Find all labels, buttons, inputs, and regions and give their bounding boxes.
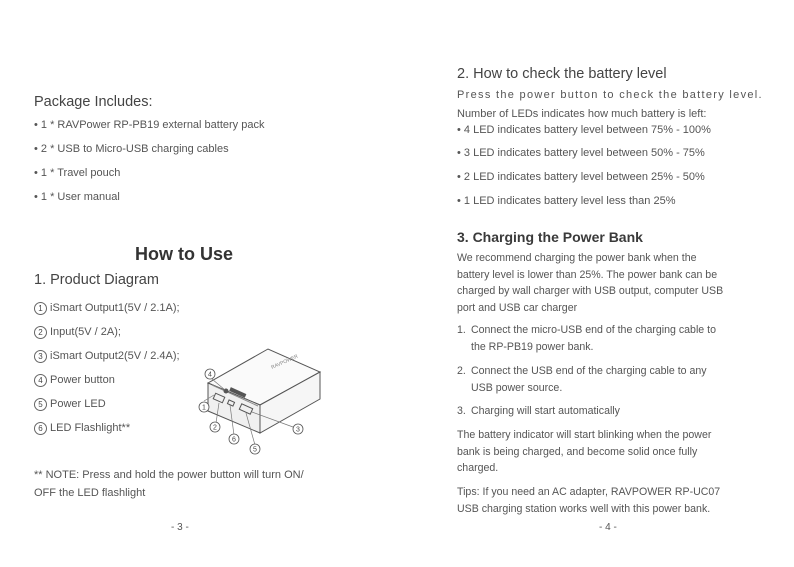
callout-number: 1: [202, 404, 206, 412]
charging-title: 3. Charging the Power Bank: [457, 229, 643, 245]
callout-number: 3: [296, 426, 300, 434]
diagram-item: 6 LED Flashlight**: [34, 422, 130, 435]
page-number: - 4 -: [599, 522, 617, 533]
note-line-1: ** NOTE: Press and hold the power button will turn ON/: [34, 469, 304, 481]
circled-number: 5: [34, 398, 47, 411]
circled-number: 2: [34, 326, 47, 339]
diagram-item: 1 iSmart Output1(5V / 2.1A);: [34, 302, 180, 315]
package-item: • 1 * RAVPower RP-PB19 external battery pack: [34, 119, 265, 131]
device-brand-label: RAVPOWER: [270, 353, 300, 371]
package-item: • 1 * User manual: [34, 191, 120, 203]
callout-number: 4: [208, 371, 212, 379]
charging-step: 1. Connect the micro-USB end of the charging cable to the RP-PB19 power bank.: [457, 324, 716, 353]
battery-item: • 3 LED indicates battery level between 50% - 75%: [457, 147, 705, 159]
charging-intro: We recommend charging the power bank when the battery level is lower than 25%. The power bank can be charged by wall charger with USB output, computer USB port and USB car charger: [457, 252, 724, 314]
charging-tips: Tips: If you need an AC adapter, RAVPOWER RP-UC07 USB charging station works well with this power bank.: [457, 486, 721, 515]
right-page: [397, 0, 794, 567]
battery-item: • 2 LED indicates battery level between 25% - 50%: [457, 171, 705, 183]
circled-number: 1: [34, 302, 47, 315]
circled-number: 3: [34, 350, 47, 363]
charging-step: 2. Connect the USB end of the charging cable to any USB power source.: [457, 365, 707, 394]
diagram-item: 3 iSmart Output2(5V / 2.4A);: [34, 350, 180, 363]
page-number: - 3 -: [171, 522, 189, 533]
package-item: • 2 * USB to Micro-USB charging cables: [34, 143, 229, 155]
callout-number: 2: [213, 424, 217, 432]
diagram-item: 5 Power LED: [34, 398, 106, 411]
charging-step: 3. Charging will start automatically: [457, 405, 620, 417]
how-to-use-heading: How to Use: [135, 244, 234, 264]
package-item: • 1 * Travel pouch: [34, 167, 121, 179]
circled-number: 6: [34, 422, 47, 435]
battery-line: Press the power button to check the battery level.: [457, 89, 763, 101]
product-diagram-title: 1. Product Diagram: [34, 272, 159, 288]
diagram-item: 4 Power button: [34, 374, 115, 387]
battery-item: • 1 LED indicates battery level less than 25%: [457, 195, 676, 207]
battery-line: Number of LEDs indicates how much battery is left:: [457, 108, 707, 120]
circled-number: 4: [34, 374, 47, 387]
note-line-2: OFF the LED flashlight: [34, 487, 146, 499]
callout-number: 6: [232, 436, 236, 444]
battery-item: • 4 LED indicates battery level between 75% - 100%: [457, 124, 711, 136]
callout-number: 5: [253, 446, 257, 454]
charging-indicator: The battery indicator will start blinking when the power bank is being charged, and become solid once fully charged.: [457, 429, 712, 474]
diagram-item: 2 Input(5V / 2A);: [34, 326, 121, 339]
package-title: Package Includes:: [34, 94, 153, 110]
power-bank-illustration: [190, 335, 325, 460]
battery-level-title: 2. How to check the battery level: [457, 66, 667, 82]
